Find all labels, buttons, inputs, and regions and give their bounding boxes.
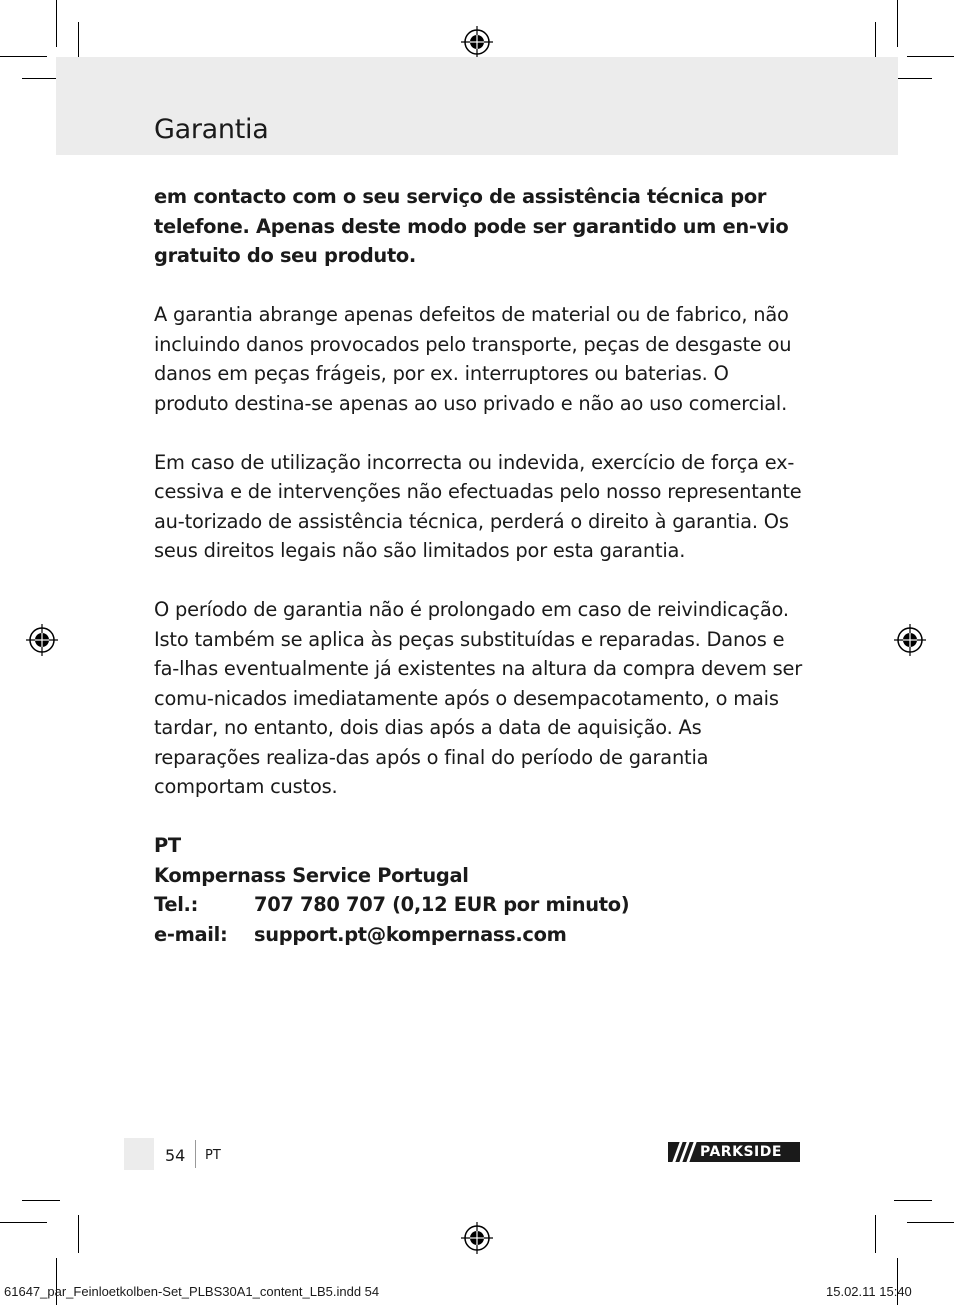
crop-mark bbox=[875, 22, 876, 60]
crop-mark bbox=[22, 78, 60, 79]
crop-mark bbox=[22, 1200, 60, 1201]
intro-bold-paragraph: em contacto com o seu serviço de assistência técnica por telefone. Apenas deste modo pode ser garantido um en-vio gratuito do seu produto. bbox=[154, 185, 789, 267]
logo-stripes-icon bbox=[668, 1142, 698, 1162]
contact-email-row bbox=[154, 920, 804, 950]
page-language: PT bbox=[205, 1148, 221, 1163]
crop-mark bbox=[0, 56, 47, 57]
print-slug-datetime: 15.02.11 15:40 bbox=[826, 1284, 912, 1299]
phone-value: 707 780 707 (0,12 EUR por minuto) bbox=[254, 893, 630, 916]
coverage-paragraph: A garantia abrange apenas defeitos de material ou de fabrico, não incluindo danos provocados pelo transporte, peças de desgaste ou danos em peças frágeis, por ex. interruptores ou baterias. O produto destina-se apenas ao uso privado e não ao uso comercial. bbox=[154, 303, 792, 415]
registration-mark-icon bbox=[461, 1222, 493, 1254]
registration-mark-icon bbox=[894, 624, 926, 656]
contact-phone-row bbox=[154, 890, 804, 920]
body-text bbox=[154, 182, 804, 949]
crop-mark bbox=[78, 1215, 79, 1253]
crop-mark bbox=[875, 1215, 876, 1253]
brand-name: PARKSIDE bbox=[700, 1144, 782, 1160]
crop-mark bbox=[894, 1200, 932, 1201]
registration-mark-icon bbox=[461, 26, 493, 58]
parkside-logo bbox=[668, 1142, 800, 1162]
period-paragraph: O período de garantia não é prolongado em caso de reivindicação. Isto também se aplica às peças substituídas e reparadas. Danos e fa-lhas eventualmente já existentes na altura da compra devem ser comu-nicados imediatamente após o desempacotamento, o mais tardar, no entanto, dois dias após a data de aquisição. As reparações realiza-das após o final do período de garantia comportam custos. bbox=[154, 598, 803, 798]
email-value: support.pt@kompernass.com bbox=[254, 922, 567, 946]
service-contact bbox=[154, 831, 804, 949]
contact-country: PT bbox=[154, 834, 181, 857]
footer-divider bbox=[195, 1140, 196, 1168]
contact-company: Kompernass Service Portugal bbox=[154, 863, 469, 887]
page-title: Garantia bbox=[154, 114, 269, 145]
footer-tab bbox=[124, 1138, 154, 1170]
crop-mark bbox=[0, 1222, 47, 1223]
misuse-paragraph: Em caso de utilização incorrecta ou indevida, exercício de força ex-cessiva e de intervenções não efectuadas pelo nosso representante au-torizado de assistência técnica, perderá o direito à garantia. Os seus direitos legais não são limitados por esta garantia. bbox=[154, 450, 802, 562]
phone-label: Tel.: bbox=[154, 893, 199, 916]
crop-mark bbox=[907, 1222, 954, 1223]
crop-mark bbox=[78, 22, 79, 60]
crop-mark bbox=[897, 0, 898, 47]
page-number: 54 bbox=[165, 1146, 186, 1165]
crop-mark bbox=[56, 0, 57, 47]
print-slug-file: 61647_par_Feinloetkolben-Set_PLBS30A1_content_LB5.indd 54 bbox=[4, 1284, 380, 1299]
crop-mark bbox=[907, 56, 954, 57]
registration-mark-icon bbox=[26, 624, 58, 656]
email-label: e-mail: bbox=[154, 922, 228, 946]
crop-mark bbox=[894, 78, 932, 79]
